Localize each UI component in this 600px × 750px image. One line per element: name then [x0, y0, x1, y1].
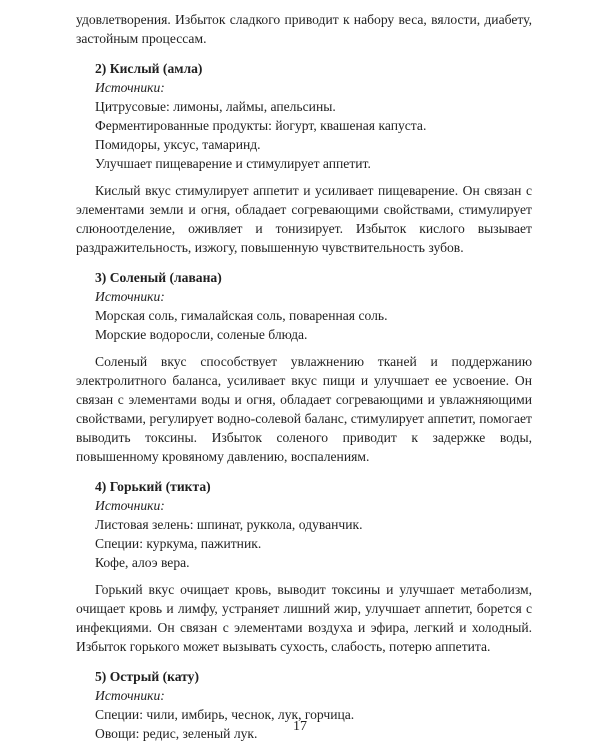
source-line: Ферментированные продукты: йогурт, квашеная капуста. — [95, 118, 427, 133]
section-heading: 5) Острый (кату) — [95, 669, 199, 684]
source-line: Морская соль, гималайская соль, поваренная соль. — [95, 308, 388, 323]
section-paragraph: Горький вкус очищает кровь, выводит токсины и улучшает метаболизм, очищает кровь и лимфу, устраняет лишний жир, улучшает аппетит, борется с инфекциями. Он связан с элементами воздуха и эфира, легкий и холодный. Избыток горького может вызывать сухость, слабость, потерю аппетита. — [76, 582, 532, 654]
source-line: Специи: чили, имбирь, чеснок, лук, горчица. — [95, 707, 355, 722]
section-heading: 2) Кислый (амла) — [95, 61, 203, 76]
source-line: Овощи: редис, зеленый лук. — [95, 726, 258, 741]
intro-paragraph: удовлетворения. Избыток сладкого приводит к набору веса, вялости, диабету, застойным процессам. — [76, 12, 532, 46]
section-sour — [76, 59, 532, 257]
page-content — [76, 10, 532, 743]
section-heading: 4) Горький (тикта) — [95, 479, 211, 494]
sources-label: Источники: — [95, 498, 165, 513]
source-line: Листовая зелень: шпинат, руккола, одуванчик. — [95, 517, 363, 532]
section-bitter — [76, 477, 532, 656]
source-line: Морские водоросли, соленые блюда. — [95, 327, 308, 342]
source-line: Кофе, алоэ вера. — [95, 555, 190, 570]
page-number: 17 — [293, 719, 307, 734]
source-line: Цитрусовые: лимоны, лаймы, апельсины. — [95, 99, 336, 114]
section-salty — [76, 268, 532, 466]
sources-label: Источники: — [95, 289, 165, 304]
section-paragraph: Соленый вкус способствует увлажнению тканей и поддержанию электролитного баланса, усиливает вкус пищи и улучшает ее усвоение. Он связан с элементами воды и огня, обладает согревающими и увлажняющими свойствами, регулирует водно-солевой баланс, стимулирует аппетит, помогает выводить токсины. Избыток соленого приводит к задержке воды, повышенному кровяному давлению, воспалениям. — [76, 354, 532, 464]
source-line: Улучшает пищеварение и стимулирует аппетит. — [95, 156, 371, 171]
sources-label: Источники: — [95, 80, 165, 95]
source-line: Помидоры, уксус, тамаринд. — [95, 137, 261, 152]
source-line: Специи: куркума, пажитник. — [95, 536, 262, 551]
section-paragraph: Кислый вкус стимулирует аппетит и усиливает пищеварение. Он связан с элементами земли и огня, обладает согревающими свойствами, стимулирует слюноотделение, оживляет и тонизирует. Избыток кислого вызывает раздражительность, изжогу, повышенную чувствительность зубов. — [76, 183, 532, 255]
sources-label: Источники: — [95, 688, 165, 703]
section-heading: 3) Соленый (лавана) — [95, 270, 222, 285]
